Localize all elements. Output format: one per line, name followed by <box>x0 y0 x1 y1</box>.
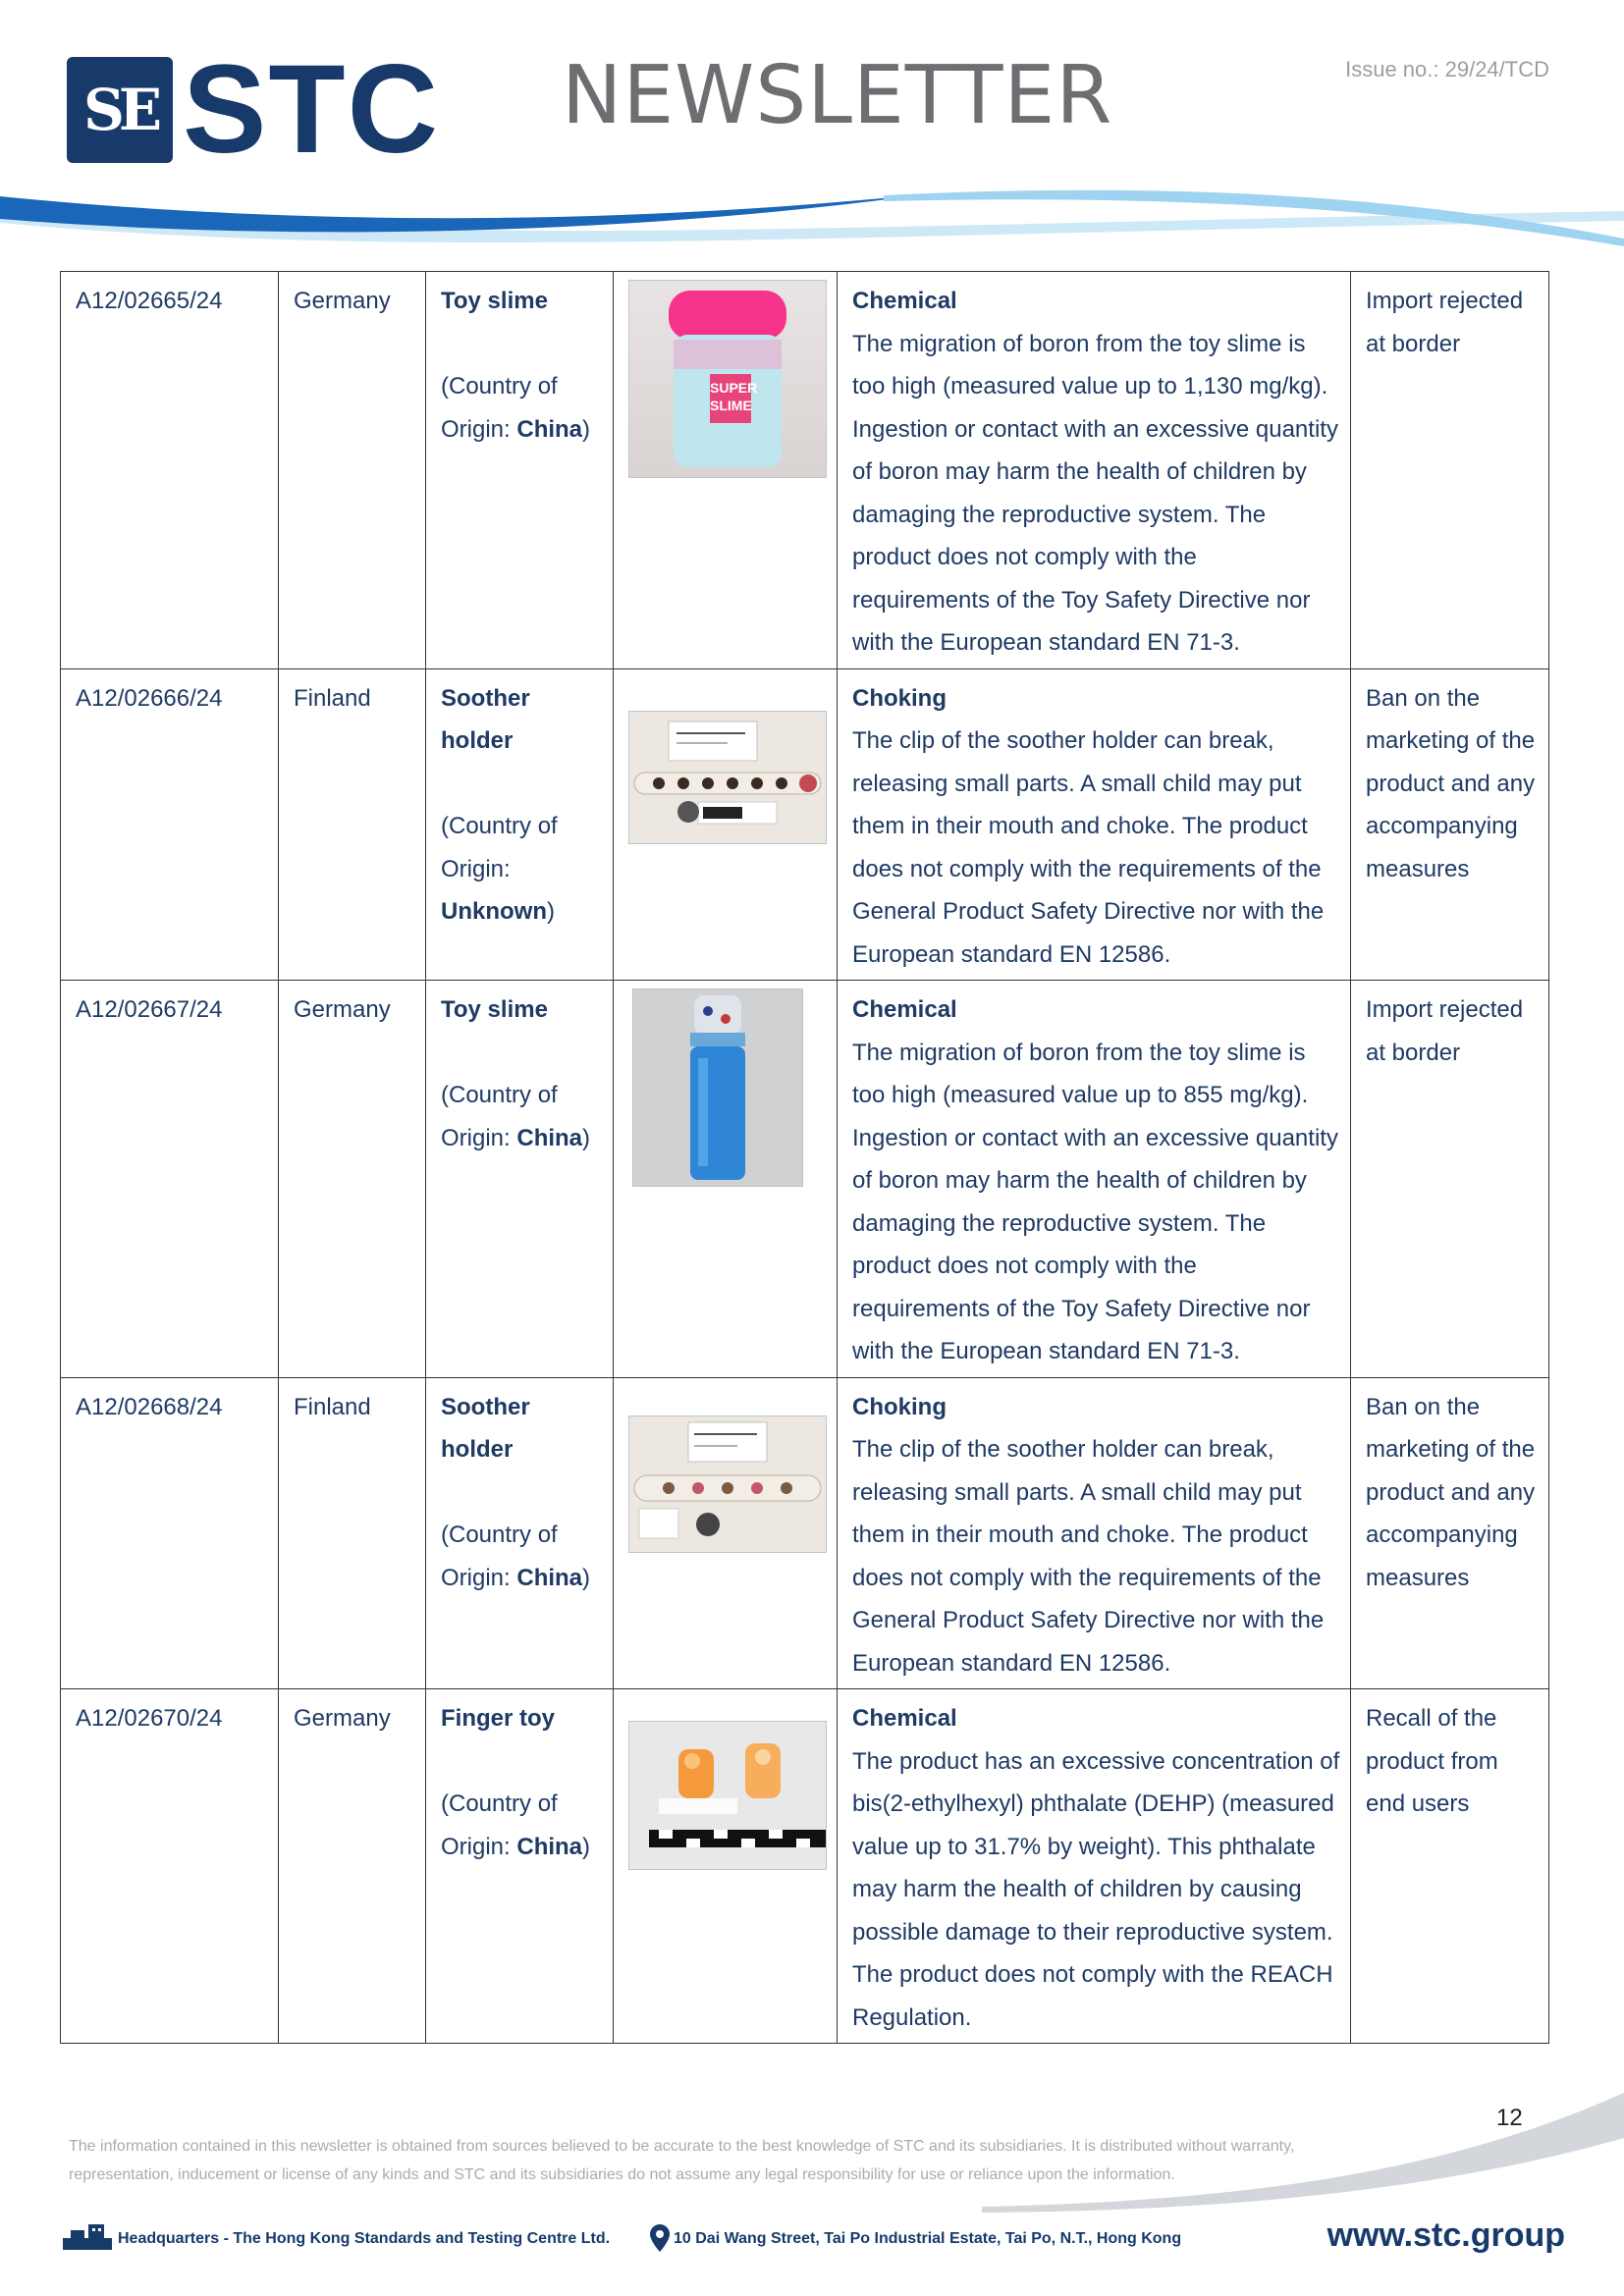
logo-mark: SE <box>82 77 157 143</box>
origin-suffix: ) <box>582 415 591 443</box>
product-cell <box>426 272 614 669</box>
logo-wordmark: STC <box>183 39 440 180</box>
product-cell <box>426 1689 614 2044</box>
photo-cell <box>614 668 838 981</box>
origin-country: China <box>516 1564 583 1591</box>
risk-description: The product has an excessive concentration of bis(2-ethylhexyl) phthalate (DEHP) (measured value up to 31.7% by weight). This phthalate may harm the health of children by causing possible damage to their reproductive system. The product does not comply with the REACH Regulation. <box>852 1747 1340 2031</box>
origin-suffix: ) <box>582 1833 591 1860</box>
product-cell <box>426 1377 614 1689</box>
product-name: Soother holder <box>441 1393 530 1463</box>
building-icon <box>63 2224 112 2250</box>
country-cell: Germany <box>279 272 426 669</box>
website-link[interactable]: www.stc.group <box>1326 2216 1565 2254</box>
product-name: Finger toy <box>441 1705 556 1732</box>
header-swoosh <box>0 182 1624 260</box>
newsletter-title: NEWSLETTER <box>562 49 1113 142</box>
product-cell <box>426 981 614 1378</box>
risk-description: The clip of the soother holder can break, releasing small parts. A small child may put them in their mouth and choke. The product does not comply with the requirements of the General Product Safety Directive nor with the European standard EN 12586. <box>852 1436 1325 1677</box>
table-row <box>61 1377 1549 1689</box>
measure-cell: Import rejected at border <box>1351 272 1549 669</box>
soother-holder-icon <box>629 712 826 843</box>
country-cell: Germany <box>279 981 426 1378</box>
photo-cell <box>614 272 838 669</box>
measure-cell: Ban on the marketing of the product and any accompanying measures <box>1351 668 1549 981</box>
footer-bar <box>63 2216 1565 2260</box>
origin-prefix: (Country of Origin: <box>441 373 558 443</box>
measure-cell: Ban on the marketing of the product and any accompanying measures <box>1351 1377 1549 1689</box>
reference-cell: A12/02667/24 <box>61 981 279 1378</box>
origin-country: Unknown <box>441 898 547 925</box>
risk-description: The migration of boron from the toy slime is too high (measured value up to 1,130 mg/kg). Ingestion or contact with an excessive quantity of boron may harm the health of children by damaging the reproductive system. The product does not comply with the requirements of the Toy Safety Directive nor with the European standard EN 71-3. <box>852 330 1338 656</box>
disclaimer-text: The information contained in this newsletter is obtained from sources believed to be accurate to the best knowledge of STC and its subsidiaries. It is distributed without warranty, representation, inducement or license of any kinds and STC and its subsidiaries do not assume any legal responsibility for use or reliance upon the information. <box>69 2138 1295 2183</box>
reference-cell: A12/02670/24 <box>61 1689 279 2044</box>
table-row <box>61 668 1549 981</box>
origin-prefix: (Country of Origin: <box>441 1082 558 1151</box>
risk-type: Chemical <box>852 996 957 1023</box>
finger-toy-icon <box>629 1722 826 1869</box>
table-row <box>61 1689 1549 2044</box>
photo-cell <box>614 1377 838 1689</box>
location-pin-icon <box>650 2224 670 2252</box>
measure-cell: Import rejected at border <box>1351 981 1549 1378</box>
issue-number: Issue no.: 29/24/TCD <box>1345 57 1549 81</box>
measure-cell: Recall of the product from end users <box>1351 1689 1549 2044</box>
risk-description: The migration of boron from the toy slime is too high (measured value up to 855 mg/kg). Ingestion or contact with an excessive quantity of boron may harm the health of children by damaging the reproductive system. The product does not comply with the requirements of the Toy Safety Directive nor with the European standard EN 71-3. <box>852 1039 1338 1364</box>
risk-type: Chemical <box>852 288 957 314</box>
description-cell <box>838 1377 1351 1689</box>
origin-prefix: (Country of Origin: <box>441 1522 558 1591</box>
description-cell <box>838 272 1351 669</box>
reference-cell: A12/02665/24 <box>61 272 279 669</box>
risk-type: Choking <box>852 1393 947 1420</box>
origin-suffix: ) <box>547 898 555 925</box>
country-cell: Germany <box>279 1689 426 2044</box>
origin-country: China <box>516 1124 583 1151</box>
country-cell: Finland <box>279 668 426 981</box>
product-name: Soother holder <box>441 684 530 754</box>
address-text: 10 Dai Wang Street, Tai Po Industrial Estate, Tai Po, N.T., Hong Kong <box>674 2230 1182 2247</box>
product-photo <box>628 1415 827 1553</box>
product-photo <box>628 280 827 478</box>
origin-suffix: ) <box>582 1564 591 1591</box>
reference-cell: A12/02666/24 <box>61 668 279 981</box>
description-cell <box>838 668 1351 981</box>
origin-prefix: (Country of Origin: <box>441 813 558 882</box>
soother-holder-icon <box>629 1416 826 1552</box>
risk-type: Chemical <box>852 1705 957 1732</box>
reference-cell: A12/02668/24 <box>61 1377 279 1689</box>
product-photo <box>628 1721 827 1870</box>
product-name: Toy slime <box>441 996 548 1023</box>
product-name: Toy slime <box>441 288 548 314</box>
table-row <box>61 272 1549 669</box>
description-cell <box>838 981 1351 1378</box>
description-cell <box>838 1689 1351 2044</box>
risk-type: Choking <box>852 684 947 712</box>
product-photo <box>632 988 803 1187</box>
country-cell: Finland <box>279 1377 426 1689</box>
toy-slime-bottle-icon <box>633 989 802 1186</box>
table-row <box>61 981 1549 1378</box>
origin-country: China <box>516 1833 583 1860</box>
origin-suffix: ) <box>582 1124 591 1151</box>
product-cell <box>426 668 614 981</box>
origin-country: China <box>516 415 583 443</box>
page-number: 12 <box>1496 2105 1523 2131</box>
product-photo <box>628 711 827 844</box>
photo-cell <box>614 1689 838 2044</box>
recall-table <box>60 271 1549 2044</box>
photo-cell <box>614 981 838 1378</box>
origin-prefix: (Country of Origin: <box>441 1790 558 1860</box>
headquarters-text: Headquarters - The Hong Kong Standards and Testing Centre Ltd. <box>118 2230 611 2247</box>
risk-description: The clip of the soother holder can break, releasing small parts. A small child may put them in their mouth and choke. The product does not comply with the requirements of the General Product Safety Directive nor with the European standard EN 12586. <box>852 727 1325 968</box>
stc-logo <box>67 39 460 180</box>
jar-label: SUPER SLIME <box>710 380 758 413</box>
